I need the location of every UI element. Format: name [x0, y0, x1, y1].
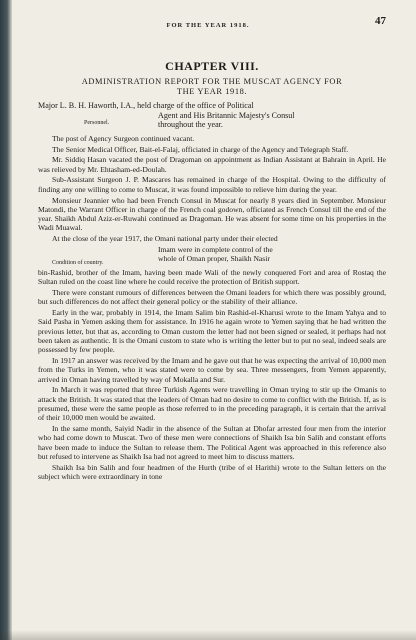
paragraph: Shaikh Isa bin Salih and four headmen of the Hurth (tribe of el Harithi) wrote to the Sultan letters on the subject which were extraordinary in tone [38, 462, 386, 482]
binding-edge [0, 0, 12, 640]
major-line-1: Major L. B. H. Haworth, I.A., held charge of the office of Political [38, 101, 254, 111]
page-bottom-shadow [0, 630, 416, 640]
report-title-line-1: ADMINISTRATION REPORT FOR THE MUSCAT AGENCY FOR [81, 77, 343, 87]
paragraph: In the same month, Saiyid Nadir in the absence of the Sultan at Dhofar arrested four men from the interior who had come down to Muscat. Two of these men were connections of Shaikh Isa bin Salih and constant efforts have been made to induce the Sultan to release them. The Political Agent was approached in this reference also but refused to intervene as Shaikh Isa had not agreed to meet him to discuss matters. [38, 424, 386, 461]
paragraph: There were constant rumours of differences between the Omani leaders for which there was possibly ground, but such differences do not affect their general policy or the stability of their alliance. [38, 287, 386, 307]
condition-continuation [158, 245, 386, 268]
paragraph: Sub-Assistant Surgeon J. P. Mascares has remained in charge of the Hospital. Owing to the difficulty of finding any one willing to come to Muscat, it was found impossible to relieve him during the year. [38, 175, 386, 194]
paragraph: In March it was reported that three Turkish Agents were travelling in Oman trying to stir up the Omanis to attack the British. It was stated that the leaders of Oman had no desire to come to conflict with the British. If, as is presumed, these were the same people as those referred to in the preceding paragraph, it is certain that the arrival of their 10,000 men would be awaited. [38, 385, 386, 423]
major-side [38, 111, 158, 130]
condition-rest: bin-Rashid, brother of the Imam, having been made Wali of the newly conquered Fort and area of Rostaq the Sultan ruled on the coast line where he could receive the protection of British support. [38, 267, 386, 287]
paragraph: The Senior Medical Officer, Bait-el-Falaj, officiated in charge of the Agency and Telegraph Staff. [52, 144, 349, 154]
paragraph: The post of Agency Surgeon continued vacant. [52, 133, 195, 143]
major-line-2: Agent and His Britannic Majesty's Consul [158, 110, 295, 120]
personnel-side-label: Personnel. [84, 119, 110, 126]
major-row [38, 111, 386, 130]
running-head: FOR THE YEAR 1918. [166, 22, 250, 29]
report-title-line-2: THE YEAR 1918. [176, 87, 248, 97]
paragraph: Mr. Siddiq Hasan vacated the post of Dragoman on appointment as Indian Assistant at Bahrain in April. He was relieved by Mr. Ehtasham-ed-Doulah. [38, 155, 386, 174]
major-paragraph [38, 101, 386, 129]
condition-intro: At the close of the year 1917, the Omani national party under their elected [52, 234, 278, 244]
major-continuation [158, 111, 386, 130]
paragraph: Early in the war, probably in 1914, the Imam Salim bin Rashid-el-Kharusi wrote to the Imam Yahya and to Said Pasha in Yemen asking them for assistance. In 1916 he again wrote to Yemen saying that he had written the previous letter, but that as, according to Oman custom the letter had not been signed or sealed, it perhaps had not been taken as authentic. It is the Omani custom to state who is writing the letter but to put no seal, indeed seals are possessed by few people. [38, 308, 386, 355]
condition-line-3: whole of Oman proper, Shaikh Nasir [158, 253, 270, 263]
condition-side-label: Condition of country. [52, 259, 104, 266]
paragraph: Monsieur Jeannier who had been French Consul in Muscat for nearly 8 years died in September. Monsieur Matondi, the Warrant Officer in charge of the French coal godown, officiated as French Consul till the end of the year. Shaikh Abdul Aziz-er-Ruwahi continued as Dragoman. He was absent for some time on his properties in the Wadi Muawal. [38, 195, 386, 233]
paragraph: In 1917 an answer was received by the Imam and he gave out that he was expecting the arrival of 10,000 men from the Turks in Yemen, who it was stated were to come by sea. Three messengers, from Yemen apparently, arrived in Oman having travelled by way of Mokalla and Sur. [38, 356, 386, 384]
page-number: 47 [375, 15, 386, 27]
condition-line-2: Imam were in complete control of the [158, 244, 273, 254]
chapter-heading: CHAPTER VIII. [165, 59, 259, 73]
report-title [38, 77, 386, 97]
major-line-3: throughout the year. [158, 120, 223, 130]
condition-block [38, 245, 386, 268]
page-content [38, 59, 386, 483]
